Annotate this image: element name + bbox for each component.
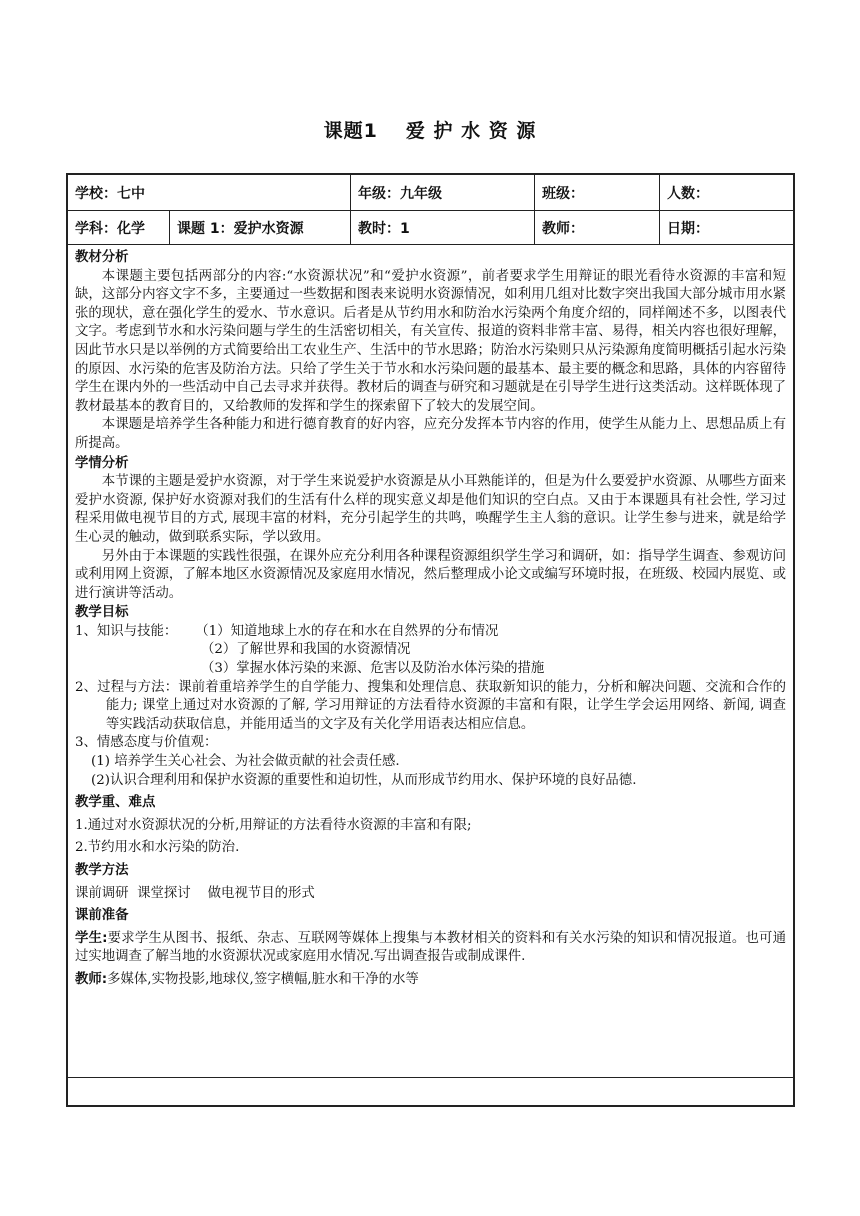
prep-student-text: 要求学生从图书、报纸、杂志、互联网等媒体上搜集与本教材相关的资料和有关水污染的知识和情况报道。也可通过实地调查了解当地的水资源状况或家庭用水情况.写出调查报告或制成课件. — [75, 930, 786, 965]
prep-heading: 课前准备 — [75, 908, 129, 924]
goal-1-item-2: （2）了解世界和我国的水资源情况 — [201, 642, 411, 658]
material-heading: 教材分析 — [75, 250, 129, 265]
material-paragraph-1: 本课题主要包括两部分的内容:“水资源状况”和“爱护水资源”，前者要求学生用辩证的眼光看待水资源的丰富和短缺，这部分内容文字不多，主要通过一些数据和图表来说明水资源情况，如利用几组对比数字突出我国大部分城市用水紧张的现状，意在强化学生的爱水、节水意识。后者是从节约用水和防治水污染两个角度介绍的，同样阐述不多，以图表代文字。考虑到节水和水污染问题与学生的生活密切相关，有关宣传、报道的资料非常丰富、易得，相关内容也很好理解，因此节水只是以举例的方式简要给出工农业生产、生活中的节水思路；防治水污染则只从污染源角度简明概括引起水污染的原因、水污染的危害及防治方法。只给了学生关于节水和水污染问题的最基本、最主要的概念和思路，具体的内容留待学生在课内外的一些活动中自己去寻求并获得。教材后的调查与研究和习题就是在引导学生进行这类活动。这样既体现了教材最基本的教育目的，又给教师的发挥和学生的探索留下了较大的发展空间。 — [75, 268, 786, 414]
goal-1-label: 1、知识与技能： — [75, 623, 178, 639]
header-row-2 — [68, 211, 793, 245]
methods-heading: 教学方法 — [75, 863, 129, 878]
learner-paragraph-1: 本节课的主题是爱护水资源，对于学生来说爱护水资源是从小耳熟能详的，但是为什么要爱护水资源、从哪些方面来爱护水资源, 保护好水资源对我们的生活有什么样的现实意义却是他们知识的空白点。又由于本课题具有社会性, 学习过程采用做电视节目的方式, 展现丰富的材料，充分引起学生的共鸣，唤醒学生主人翁的意识。让学生参与进来，就是给学生心灵的触动，做到联系实际，学以致用。 — [75, 474, 786, 545]
goal-1 — [75, 623, 786, 642]
headcount-cell: 人数： — [667, 185, 709, 202]
title-lesson-number: 课题1 — [323, 120, 378, 142]
subject-cell: 学科：化学 — [68, 211, 170, 244]
grade-cell: 年级：九年级 — [351, 175, 535, 210]
prep-teacher-label: 教师: — [75, 971, 108, 987]
keypoints-heading: 教学重、难点 — [75, 795, 156, 811]
goal-3-label: 3、情感态度与价值观： — [75, 735, 218, 751]
prep-student-label: 学生: — [75, 930, 108, 946]
prep-teacher-text: 多媒体,实物投影,地球仪,签字横幅,脏水和干净的水等 — [107, 971, 419, 987]
learner-paragraph-2: 另外由于本课题的实践性很强，在课外应充分利用各种课程资源组织学生学习和调研，如：指导学生调查、参观访问或利用网上资源，了解本地区水资源情况及家庭用水情况，然后整理成小论文或编写环境时报，在班级、校园内展览、或进行演讲等活动。 — [75, 548, 786, 601]
learner-heading: 学情分析 — [75, 455, 129, 471]
page-title — [0, 116, 860, 143]
period-cell: 教时：1 — [351, 211, 535, 244]
teacher-cell: 教师： — [535, 211, 660, 244]
prep-student — [75, 930, 786, 967]
topic-cell: 课题 1：爱护水资源 — [170, 211, 351, 244]
methods-text: 课前调研 课堂探讨 做电视节目的形式 — [75, 885, 315, 901]
keypoint-2: 2.节约用水和水污染的防治. — [75, 840, 240, 856]
prep-teacher — [75, 971, 786, 990]
goal-1-item-1: （1）知道地球上水的存在和水在自然界的分布情况 — [195, 623, 499, 639]
goal-3-item-2: (2)认识合理利用和保护水资源的重要性和迫切性，从而形成节约用水、保护环境的良好品德. — [91, 772, 637, 788]
keypoint-1: 1.通过对水资源状况的分析,用辩证的方法看待水资源的丰富和有限; — [75, 817, 472, 833]
date-cell: 日期： — [667, 220, 709, 237]
title-lesson-name: 爱 护 水 资 源 — [405, 120, 537, 142]
goal-3-item-1: (1) 培养学生关心社会、为社会做贡献的社会责任感. — [91, 754, 400, 770]
lesson-content — [68, 245, 793, 1078]
header-row-1 — [68, 175, 793, 211]
goals-heading: 教学目标 — [75, 605, 129, 621]
class-cell: 班级： — [535, 175, 660, 210]
goal-2: 2、过程与方法：课前着重培养学生的自学能力、搜集和处理信息、获取新知识的能力，分析和解决问题、交流和合作的能力; 课堂上通过对水资源的了解, 学习用辩证的方法看待水资源的丰富和有限，让学生学会运用网络、新闻, 调查等实践活动获取信息，并能用适当的文字及有关化学用语表达相应信息。 — [75, 679, 786, 732]
lesson-plan-table — [66, 173, 795, 1107]
school-cell: 学校：七中 — [68, 175, 351, 210]
material-paragraph-2: 本课题是培养学生各种能力和进行德育教育的好内容，应充分发挥本节内容的作用，使学生从能力上、思想品质上有所提高。 — [75, 417, 786, 451]
goal-1-item-3: （3）掌握水体污染的来源、危害以及防治水体污染的措施 — [201, 661, 545, 677]
